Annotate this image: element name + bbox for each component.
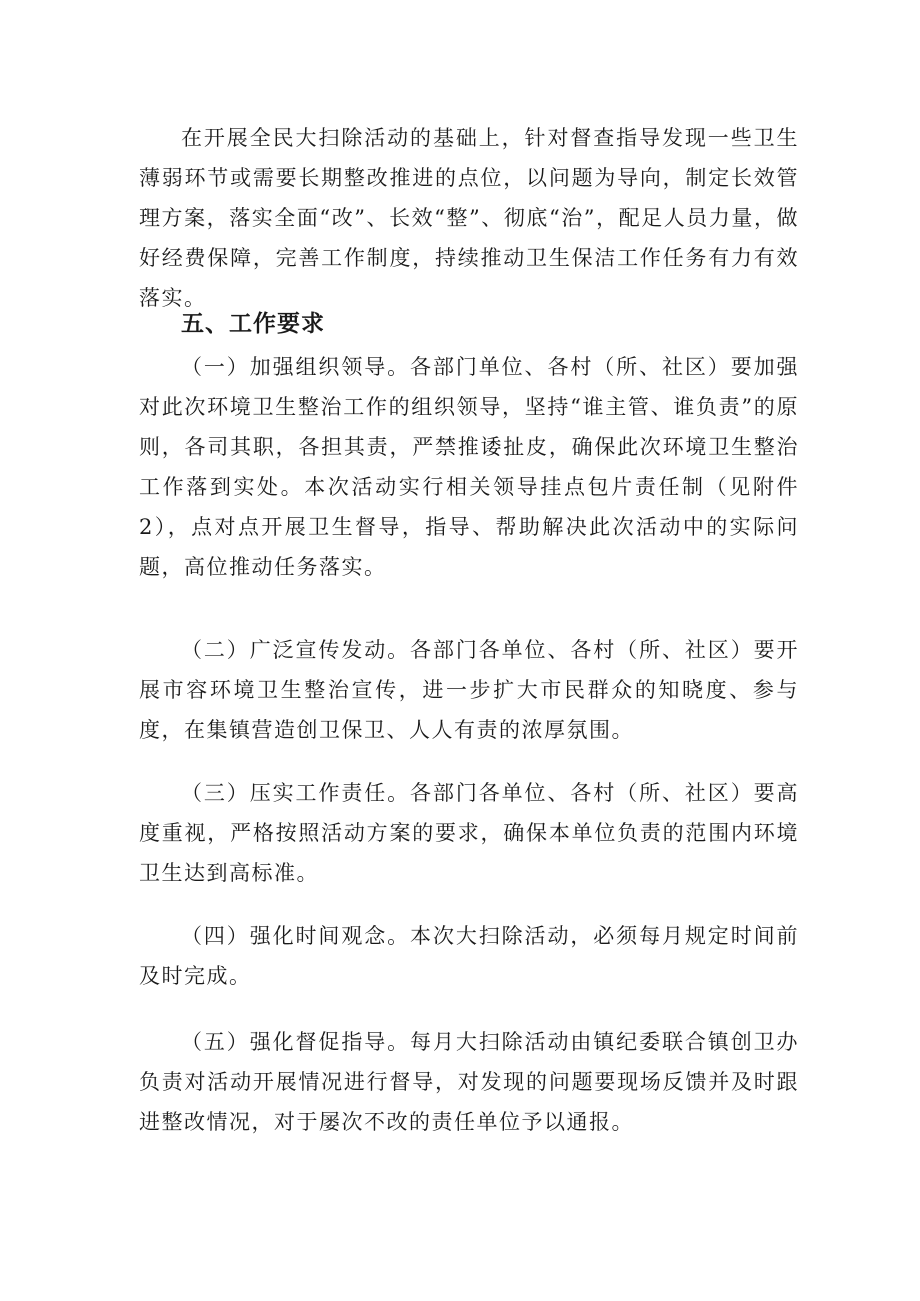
requirement-paragraph-4: （四）强化时间观念。本次大扫除活动，必须每月规定时间前及时完成。 xyxy=(139,924,799,988)
requirement-paragraph-1: （一）加强组织领导。各部门单位、各村（所、社区）要加强对此次环境卫生整治工作的组织领导，坚持“谁主管、谁负责”的原则，各司其职，各担其责，严禁推诿扯皮，确保此次环境卫生整治工作落到实处。本次活动实行相关领导挂点包片责任制（见附件2），点对点开展卫生督导，指导、帮助解决此次活动中的实际问题，高位推动任务落实。 xyxy=(139,355,799,579)
requirement-paragraph-2: （二）广泛宣传发动。各部门各单位、各村（所、社区）要开展市容环境卫生整治宣传，进一步扩大市民群众的知晓度、参与度，在集镇营造创卫保卫、人人有责的浓厚氛围。 xyxy=(139,638,799,742)
requirement-paragraph-5: （五）强化督促指导。每月大扫除活动由镇纪委联合镇创卫办负责对活动开展情况进行督导，对发现的问题要现场反馈并及时跟进整改情况，对于屡次不改的责任单位予以通报。 xyxy=(139,1030,799,1134)
requirement-paragraph-3: （三）压实工作责任。各部门各单位、各村（所、社区）要高度重视，严格按照活动方案的要求，确保本单位负责的范围内环境卫生达到高标准。 xyxy=(139,781,799,885)
intro-paragraph: 在开展全民大扫除活动的基础上，针对督查指导发现一些卫生薄弱环节或需要长期整改推进的点位，以问题为导向，制定长效管理方案，落实全面“改”、长效“整”、彻底“治”，配足人员力量，做好经费保障，完善工作制度，持续推动卫生保洁工作任务有力有效落实。 xyxy=(139,126,799,310)
section-heading: 五、工作要求 xyxy=(181,311,325,337)
